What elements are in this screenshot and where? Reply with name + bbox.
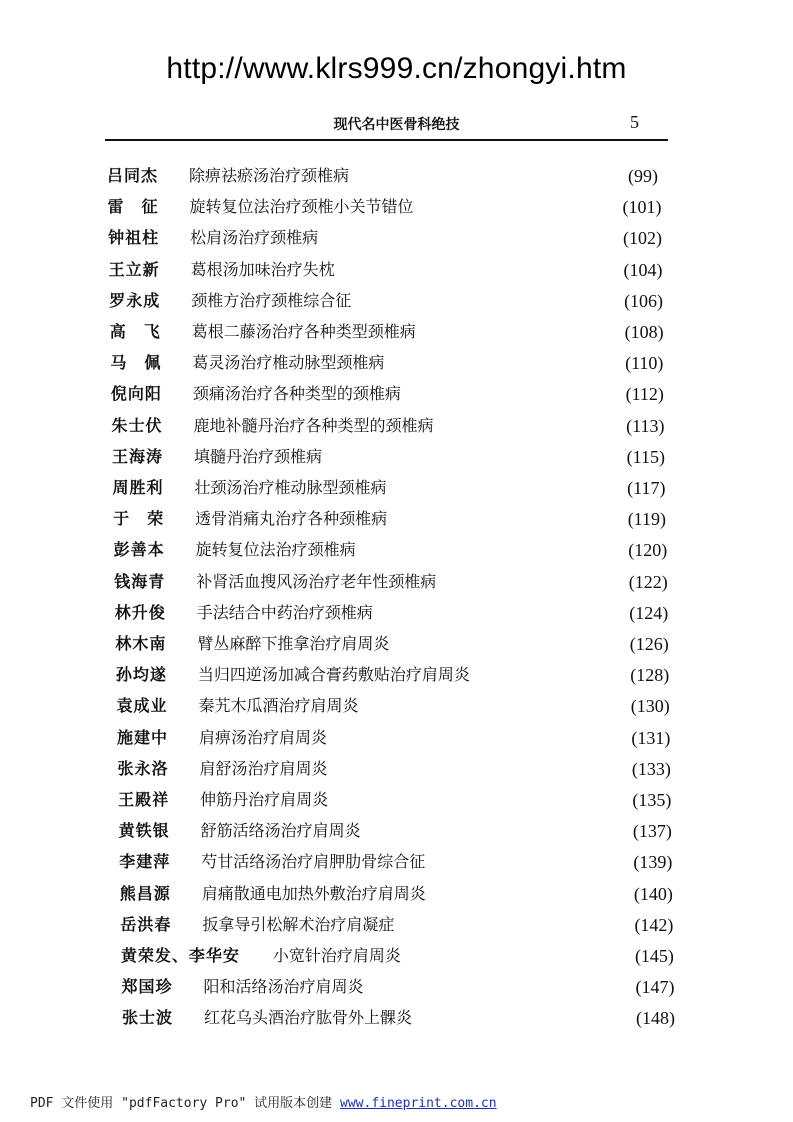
entry-author: 吕同杰	[107, 166, 159, 185]
entry-page-number: (140)	[633, 883, 673, 904]
entry-page-number: (122)	[628, 571, 668, 592]
entry-page-number: (131)	[631, 727, 671, 748]
entry-page-number: (106)	[624, 290, 664, 311]
entry-author: 于 荣	[113, 509, 165, 529]
entry-page-number: (124)	[629, 602, 669, 623]
toc-entry	[122, 1005, 702, 1031]
toc-entry	[109, 288, 689, 314]
toc-entry	[111, 381, 691, 407]
entry-page-number: (110)	[625, 353, 664, 374]
entry-page-number: (145)	[634, 946, 674, 966]
entry-author: 黄铁银	[118, 821, 170, 841]
entry-title: 肩舒汤治疗肩周炎	[199, 758, 328, 778]
entry-page-number: (148)	[636, 1008, 675, 1029]
entry-author: 孙均遂	[115, 665, 167, 685]
entry-title: 肩痛散通电加热外敷治疗肩周炎	[201, 883, 426, 903]
entry-author: 朱士伏	[111, 415, 163, 435]
toc-entry	[115, 600, 695, 626]
toc-entry	[117, 725, 697, 751]
entry-title: 松肩汤治疗颈椎病	[190, 228, 319, 248]
entry-author: 黄荣发、李华安	[120, 946, 240, 965]
entry-title: 臂丛麻醉下推拿治疗肩周炎	[197, 634, 390, 653]
toc-entry	[119, 818, 699, 844]
entry-title: 小宽针治疗肩周炎	[272, 946, 401, 965]
entry-title: 手法结合中药治疗颈椎病	[196, 602, 373, 622]
toc-entry	[112, 444, 692, 470]
entry-author: 马 佩	[110, 353, 162, 373]
entry-author: 施建中	[117, 727, 169, 747]
entry-author: 钟祖柱	[108, 228, 160, 248]
entry-title: 葛根汤加味治疗失枕	[190, 259, 335, 279]
entry-author: 钱海青	[114, 571, 166, 591]
entry-author: 岳洪春	[120, 914, 172, 934]
entry-title: 鹿地补髓丹治疗各种类型的颈椎病	[193, 415, 434, 435]
entry-author: 袁成业	[116, 696, 168, 716]
entry-author: 王海涛	[112, 446, 164, 466]
entry-title: 葛灵汤治疗椎动脉型颈椎病	[192, 353, 385, 373]
entry-author: 王立新	[108, 259, 160, 279]
entry-title: 补肾活血搜风汤治疗老年性颈椎病	[196, 571, 437, 591]
entry-title: 颈痛汤治疗各种类型的颈椎病	[192, 384, 401, 404]
toc-entry	[110, 350, 690, 376]
entry-page-number: (102)	[623, 228, 663, 249]
entry-title: 当归四逆汤加减合膏药敷贴治疗肩周炎	[197, 665, 470, 685]
entry-author: 周胜利	[112, 478, 164, 497]
entry-page-number: (108)	[624, 322, 664, 342]
entry-author: 林木南	[115, 634, 167, 653]
entry-author: 张永洛	[117, 758, 169, 778]
footer-link[interactable]: www.fineprint.com.cn	[340, 1096, 497, 1111]
toc-entry	[120, 912, 700, 938]
entry-title: 红花乌头酒治疗肱骨外上髁炎	[204, 1008, 413, 1028]
toc-entry	[113, 475, 693, 501]
entry-title: 舒筋活络汤治疗肩周炎	[200, 821, 361, 841]
entry-page-number: (128)	[630, 665, 670, 686]
entry-page-number: (126)	[629, 634, 669, 654]
source-url: http://www.klrs999.cn/zhongyi.htm	[166, 52, 627, 85]
toc-entry	[119, 849, 699, 875]
entry-title: 阳和活络汤治疗肩周炎	[203, 977, 364, 997]
entry-author: 李建萍	[119, 852, 171, 872]
entry-page-number: (101)	[622, 197, 662, 218]
entry-title: 除痹祛瘀汤治疗颈椎病	[189, 166, 350, 185]
toc-entry	[111, 413, 691, 439]
toc-entry	[113, 506, 693, 532]
entry-author: 罗永成	[109, 290, 161, 310]
entry-title: 肩痹汤治疗肩周炎	[199, 727, 328, 747]
toc-entry	[118, 756, 698, 782]
toc-entry	[109, 257, 689, 283]
toc-entry	[116, 693, 696, 719]
entry-title: 透骨消痛丸治疗各种颈椎病	[195, 509, 388, 529]
entry-page-number: (142)	[634, 914, 674, 935]
entry-author: 郑国珍	[121, 977, 173, 997]
running-title: 现代名中医骨科绝技	[333, 117, 460, 133]
pdf-footer	[30, 1092, 497, 1111]
entry-author: 雷 征	[107, 197, 159, 217]
toc-entry	[108, 194, 688, 220]
entry-page-number: (113)	[626, 415, 665, 436]
page-number: 5	[630, 112, 639, 132]
entry-author: 倪向阳	[110, 384, 162, 404]
entry-author: 彭善本	[113, 540, 165, 560]
entry-page-number: (133)	[631, 758, 671, 779]
toc-entry	[107, 163, 687, 189]
toc-entry	[114, 537, 694, 563]
entry-page-number: (99)	[628, 166, 658, 186]
entry-author: 张士波	[122, 1008, 174, 1028]
entry-page-number: (139)	[633, 852, 673, 873]
entry-page-number: (135)	[632, 790, 672, 810]
entry-title: 伸筋丹治疗肩周炎	[200, 790, 329, 809]
toc-entry	[121, 974, 701, 1000]
toc-entry	[110, 319, 690, 345]
toc-entry	[116, 662, 696, 688]
toc-entry	[115, 631, 695, 657]
entry-title: 旋转复位法治疗颈椎小关节错位	[189, 197, 414, 217]
entry-title: 颈椎方治疗颈椎综合征	[191, 290, 352, 310]
entry-title: 填髓丹治疗颈椎病	[194, 446, 323, 466]
entry-title: 秦艽木瓜酒治疗肩周炎	[198, 696, 359, 716]
entry-title: 旋转复位法治疗颈椎病	[195, 540, 356, 560]
toc-entry	[114, 569, 694, 595]
entry-title: 壮颈汤治疗椎动脉型颈椎病	[194, 478, 387, 497]
entry-page-number: (115)	[626, 446, 665, 467]
entry-page-number: (112)	[625, 384, 664, 405]
entry-page-number: (119)	[627, 509, 667, 530]
entry-author: 林升俊	[114, 602, 166, 622]
entry-title: 扳拿导引松解术治疗肩凝症	[202, 914, 395, 934]
entry-title: 芍甘活络汤治疗肩胛肋骨综合征	[201, 852, 426, 872]
toc-entry	[120, 881, 700, 907]
entry-title: 葛根二藤汤治疗各种类型颈椎病	[191, 322, 416, 341]
entry-author: 高 飞	[109, 322, 161, 341]
entry-page-number: (120)	[628, 540, 668, 561]
entry-page-number: (137)	[632, 821, 672, 842]
toc-entry	[108, 225, 688, 251]
entry-page-number: (104)	[623, 259, 663, 280]
toc-entry	[118, 787, 698, 813]
toc-entry	[121, 943, 701, 969]
footer-text: PDF 文件使用 "pdfFactory Pro" 试用版本创建	[30, 1096, 341, 1111]
entry-author: 王殿祥	[118, 790, 170, 809]
entry-author: 熊昌源	[119, 883, 171, 903]
entry-page-number: (147)	[635, 977, 675, 998]
entry-page-number: (117)	[627, 478, 666, 498]
entry-page-number: (130)	[630, 696, 670, 717]
